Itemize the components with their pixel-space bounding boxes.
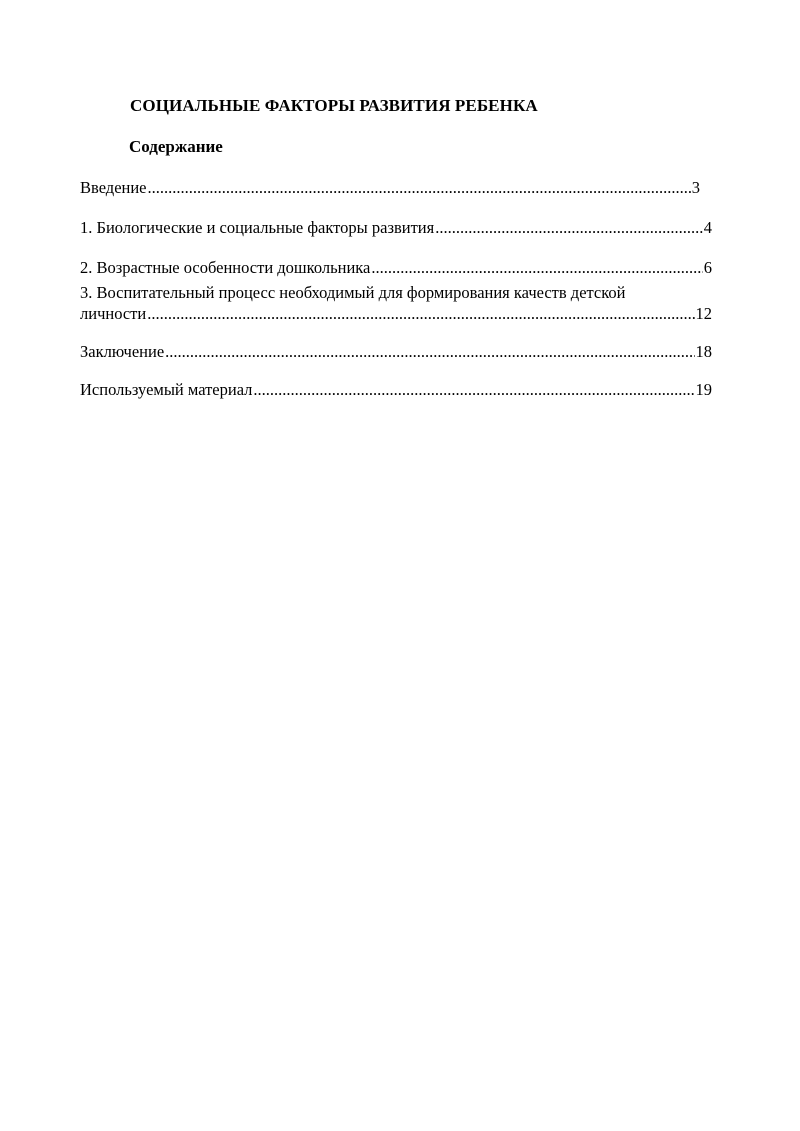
toc-page-number: 18 (695, 342, 712, 361)
toc-dot-leader (435, 218, 703, 238)
toc-page-number: 6 (703, 258, 712, 277)
toc-entry-references[interactable] (80, 380, 712, 400)
toc-entry-age-features[interactable] (80, 258, 712, 278)
toc-entry-introduction[interactable] (80, 178, 700, 198)
toc-dot-leader (165, 342, 694, 362)
toc-entry-label: 3. Воспитательный процесс необходимый для формирования качеств детской (80, 283, 626, 302)
toc-page-number: 19 (695, 380, 712, 399)
document-title: СОЦИАЛЬНЫЕ ФАКТОРЫ РАЗВИТИЯ РЕБЕНКА (130, 96, 538, 115)
toc-entry-label: Используемый материал (80, 380, 253, 399)
toc-page-number: 12 (695, 304, 712, 323)
toc-entry-label: личности (80, 304, 147, 323)
toc-page-number: 4 (703, 218, 712, 237)
toc-entry-label: Заключение (80, 342, 165, 361)
toc-dot-leader (253, 380, 694, 400)
toc-entry-conclusion[interactable] (80, 342, 712, 362)
toc-entry-upbringing-line1[interactable] (80, 283, 626, 303)
toc-dot-leader (371, 258, 702, 278)
toc-page-number: 3 (691, 178, 700, 197)
toc-entry-label: 2. Возрастные особенности дошкольника (80, 258, 371, 277)
toc-entry-upbringing-line2[interactable] (80, 304, 712, 324)
toc-entry-biological-social-factors[interactable] (80, 218, 712, 238)
toc-dot-leader (148, 178, 691, 198)
toc-entry-label: Введение (80, 178, 147, 197)
toc-heading: Содержание (129, 137, 223, 156)
toc-dot-leader (147, 304, 694, 324)
toc-entry-label: 1. Биологические и социальные факторы развития (80, 218, 435, 237)
